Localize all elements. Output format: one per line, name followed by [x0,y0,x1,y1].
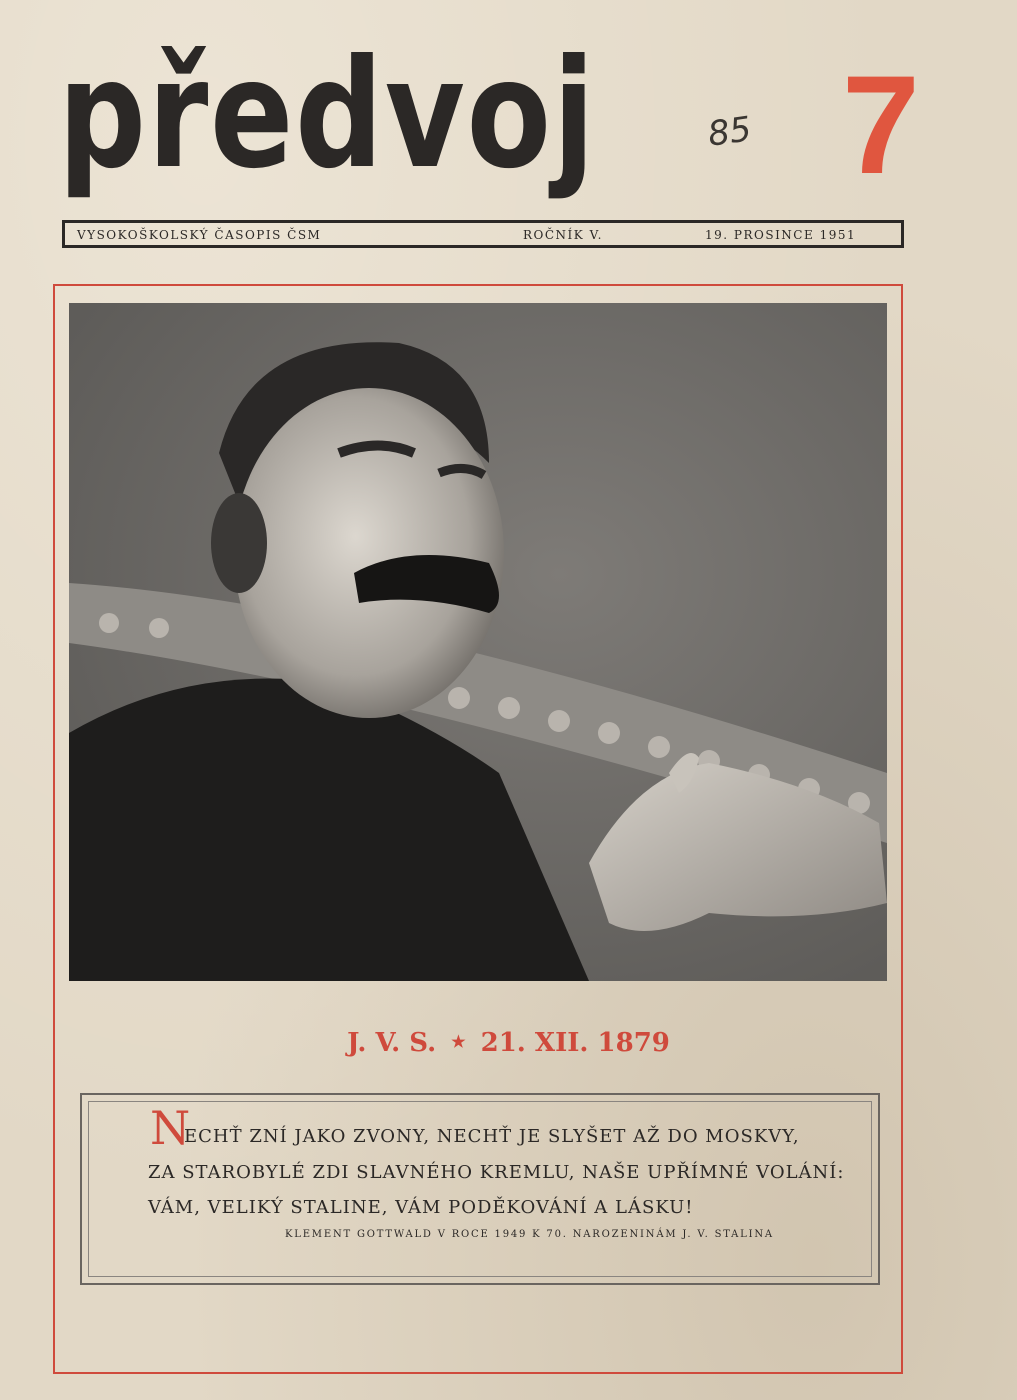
volume-label: ROČNÍK V. [523,228,603,242]
star-icon: ★ [451,1032,466,1051]
quote-line-1: ECHŤ ZNÍ JAKO ZVONY, NECHŤ JE SLYŠET AŽ DO MOSKVY, [184,1126,800,1147]
headline [0,1028,1017,1058]
headline-birth-date: 21. XII. 1879 [480,1028,670,1058]
portrait-photo-graphic [69,303,887,981]
quote-line-3: VÁM, VELIKÝ STALINE, VÁM PODĚKOVÁNÍ A LÁSKU! [148,1197,694,1218]
issue-date: 19. PROSINCE 1951 [705,228,857,242]
quote-drop-cap: N [150,1101,191,1155]
portrait-photo [69,303,887,981]
quote-attribution: KLEMENT GOTTWALD V ROCE 1949 K 70. NAROZENINÁM J. V. STALINA [285,1229,774,1240]
info-bar [62,220,904,248]
headline-initials: J. V. S. [347,1028,437,1058]
handwritten-note: 85 [705,109,754,155]
masthead-title: předvoj [58,28,597,202]
quote-line-2: ZA STAROBYLÉ ZDI SLAVNÉHO KREMLU, NAŠE UPŘÍMNÉ VOLÁNÍ: [148,1162,845,1183]
publication-name: VYSOKOŠKOLSKÝ ČASOPIS ČSM [77,228,322,242]
quote-box [80,1093,880,1285]
issue-number: 7 [842,46,920,203]
